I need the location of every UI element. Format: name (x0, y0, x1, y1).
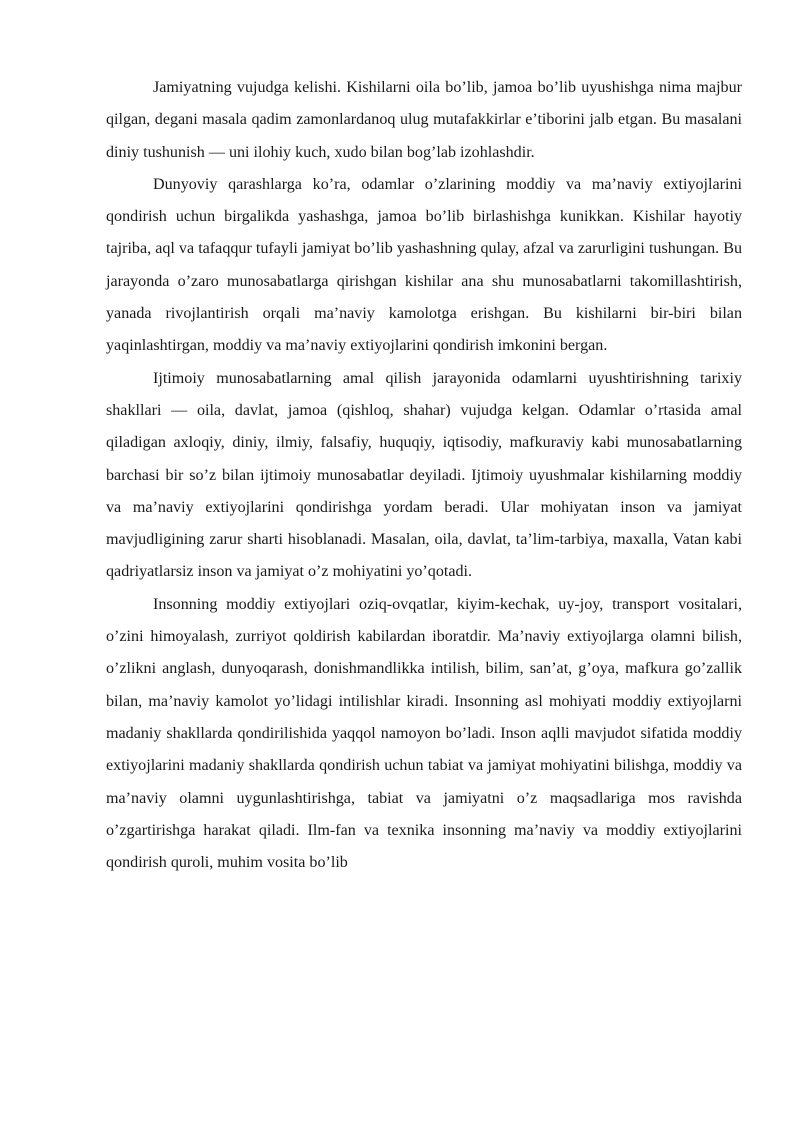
paragraph-4: Insonning moddiy extiyojlari oziq-ovqatlar, kiyim-kechak, uy-joy, transport vositalari, o’zini himoyalash, zurriyot qoldirish kabilardan iboratdir. Ma’naviy extiyojlarga olamni bilish, o’zlikni anglash, dunyoqarash, donishmandlikka intilish, bilim, san’at, g’oya, mafkura go’zallik bilan, ma’naviy kamolot yo’lidagi intilishlar kiradi. Insonning asl mohiyati moddiy extiyojlarni madaniy shakllarda qondirilishida yaqqol namoyon bo’ladi. Inson aqlli mavjudot sifatida moddiy extiyojlarini madaniy shakllarda qondirish uchun tabiat va jamiyat mohiyatini bilishga, moddiy va ma’naviy olamni uygunlashtirishga, tabiat va jamiyatni o’z maqsadlariga mos ravishda o’zgartirishga harakat qiladi. Ilm-fan va texnika insonning ma’naviy va moddiy extiyojlarini qondirish quroli, muhim vosita bo’lib (106, 595, 742, 872)
paragraph-1: Jamiyatning vujudga kelishi. Kishilarni oila bo’lib, jamoa bo’lib uyushishga nima majbur qilgan, degani masala qadim zamonlardanoq ulug mutafakkirlar e’tiborini jalb etgan. Bu masalani diniy tushunish — uni ilohiy kuch, xudo bilan bog’lab izohlashdir. (106, 79, 742, 161)
paragraph-2: Dunyoviy qarashlarga ko’ra, odamlar o’zlarining moddiy va ma’naviy extiyojlarini qondirish uchun birgalikda yashashga, jamoa bo’lib birlashishga kunikkan. Kishilar hayotiy tajriba, aql va tafaqqur tufayli jamiyat bo’lib yashashning qulay, afzal va zarurligini tushungan. Bu jarayonda o’zaro munosabatlarga qirishgan kishilar ana shu munosabatlarni takomillashtirish, yanada rivojlantirish orqali ma’naviy kamolotga erishgan. Bu kishilarni bir-biri bilan yaqinlashtirgan, moddiy va ma’naviy extiyojlarini qondirish imkonini bergan. (106, 175, 742, 355)
document-page (106, 72, 742, 879)
paragraph-3: Ijtimoiy munosabatlarning amal qilish jarayonida odamlarni uyushtirishning tarixiy shakllari — oila, davlat, jamoa (qishloq, shahar) vujudga kelgan. Odamlar o’rtasida amal qiladigan axloqiy, diniy, ilmiy, falsafiy, huquqiy, iqtisodiy, mafkuraviy kabi munosabatlarning barchasi bir so’z bilan ijtimoiy munosabatlar deyiladi. Ijtimoiy uyushmalar kishilarning moddiy va ma’naviy extiyojlarini qondirishga yordam beradi. Ular mohiyatan inson va jamiyat mavjudligining zarur sharti hisoblanadi. Masalan, oila, davlat, ta’lim-tarbiya, maxalla, Vatan kabi qadriyatlarsiz inson va jamiyat o’z mohiyatini yo’qotadi. (106, 369, 742, 581)
